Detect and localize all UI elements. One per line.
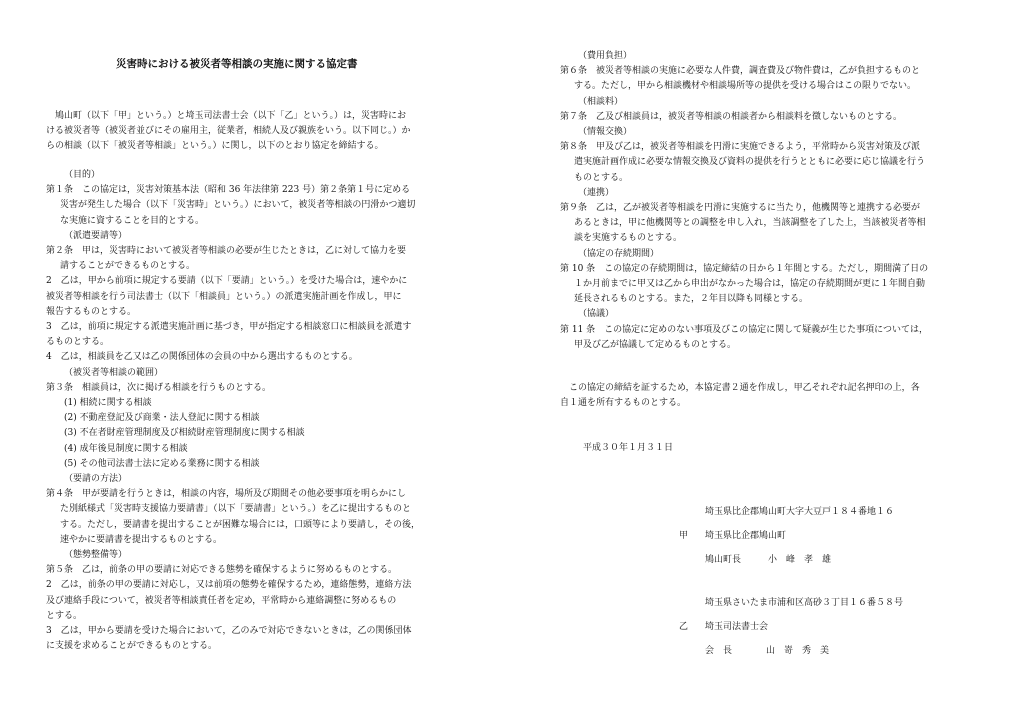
party-b-name: 山 嵜 秀 美 (766, 646, 830, 656)
right-column-articles (560, 49, 980, 353)
closing-line: 自１通を所有するものとする。 (560, 398, 687, 409)
article-line: 及び連絡手段について，被災者等相談責任者を定め，平常時から連絡調整に努めるもの (46, 595, 397, 606)
article-heading: （連携） (578, 187, 615, 198)
article-line: 第４条 甲が要請を行うときは，相談の内容，場所及び期間その他必要事項を明らかにし (46, 489, 407, 500)
closing-paragraph (560, 381, 980, 411)
document-title: 災害時における被災者等相談の実施に関する協定書 (116, 58, 358, 70)
article-line: 第６条 被災者等相談の実施に必要な人件費，調査費及び物件費は，乙が負担するものと (560, 66, 921, 77)
article-heading: （要請の方法） (64, 474, 128, 485)
intro-line: 鳩山町（以下「甲」という。）と埼玉司法書士会（以下「乙」という。）は，災害時にお (55, 111, 407, 121)
article-line: 速やかに要請書を提出するものとする。 (60, 534, 223, 545)
article-line: 災害が発生した場合（以下「災害時」という。）において，被災者等相談の円滑かつ適切 (60, 200, 416, 211)
article-heading: （派遣要請等） (64, 230, 128, 241)
article-line: 2 乙は，甲から前項に規定する要請（以下「要請」という。）を受けた場合は，速やかに (46, 276, 408, 287)
list-item: (4) 成年後見制度に関する相談 (64, 443, 188, 454)
article-line: 3 乙は，前項に規定する派遣実施計画に基づき，甲が指定する相談窓口に相談員を派遣す (46, 322, 412, 333)
article-line: 第 10 条 この協定の存続期間は，協定締結の日から１年間とする。ただし，期間満了日の (560, 263, 929, 274)
article-line: 遣実施計画作成に必要な情報交換及び資料の提供を行うとともに必要に応じ協議を行う (574, 157, 926, 168)
closing-line: この協定の締結を証するため，本協定書２通を作成し，甲乙それぞれ記名押印の上，各 (569, 383, 920, 393)
article-line: 第９条 乙は，乙が被災者等相談を円滑に実施するに当たり，他機関等と連携する必要が (560, 203, 921, 214)
article-line: ものとする。 (574, 172, 629, 183)
party-a-name: 小 峰 孝 雄 (768, 555, 832, 565)
list-item: (2) 不動産登記及び商業・法人登記に関する相談 (64, 413, 260, 424)
article-heading: （目的） (64, 170, 101, 180)
party-b-address: 埼玉県さいたま市浦和区高砂３丁目１６番５８号 (705, 598, 904, 608)
article-line: に支援を求めることができるものとする。 (46, 641, 218, 652)
article-line: 延長されるものとする。また，２年目以降も同様とする。 (574, 294, 809, 305)
article-line: 甲及び乙が協議して定めるものとする。 (574, 339, 737, 350)
article-line: 被災者等相談を行う司法書士（以下「相談員」という。）の派遣実施計画を作成し，甲に (46, 291, 402, 302)
article-line: 報告するものとする。 (46, 306, 137, 317)
party-b-title: 会 長 (705, 646, 733, 656)
article-line: あるときは，甲に他機関等との調整を申し入れ，当該調整を了した上，当該被災者等相 (574, 218, 926, 229)
article-line: 談を実施するものとする。 (574, 233, 683, 244)
article-line: 第１条 この協定は，災害対策基本法（昭和 36 年法律第 223 号）第２条第１号に定める (46, 185, 411, 196)
article-line: 請することができるものとする。 (60, 261, 196, 272)
article-heading: （情報交換） (578, 127, 633, 138)
article-line: た別紙様式「災害時支援協力要請書」（以下「要請書」という。）を乙に提出するものと (60, 504, 412, 515)
list-item: (1) 相続に関する相談 (64, 398, 152, 409)
article-line: 第５条 乙は，前条の甲の要請に対応できる態勢を確保するように努めるものとする。 (46, 565, 398, 576)
left-column-articles (46, 168, 466, 655)
article-line: 2 乙は，前条の甲の要請に対応し，又は前項の態勢を確保するため，連絡態勢，連絡方法 (46, 580, 412, 591)
article-line: とする。 (46, 610, 83, 621)
article-line: 第２条 甲は，災害時において被災者等相談の必要が生じたときは，乙に対して協力を要 (46, 246, 407, 257)
intro-line: ける被災者等（被災者並びにその雇用主，従業者，相続人及び親族をいう。以下同じ。）か (46, 126, 411, 137)
article-line: 4 乙は，相談員を乙又は乙の関係団体の会員の中から選出するものとする。 (46, 352, 358, 363)
article-heading: （協議） (578, 309, 615, 320)
article-line: な実施に資することを目的とする。 (60, 215, 205, 226)
article-line: する。ただし，甲から相談機材や相談場所等の提供を受ける場合はこの限りでない。 (574, 81, 917, 92)
article-heading: （相談料） (578, 96, 624, 107)
article-heading: （協定の存続期間） (578, 248, 660, 259)
article-line: 第７条 乙及び相談員は，被災者等相談の相談者から相談料を徴しないものとする。 (560, 111, 903, 122)
article-heading: （被災者等相談の範囲） (64, 367, 164, 378)
intro-paragraph (46, 109, 466, 155)
article-heading: （費用負担） (578, 51, 633, 61)
article-line: する。ただし，要請書を提出することが困難な場合には，口頭等により要請し，その後， (60, 519, 421, 530)
article-line: 第８条 甲及び乙は，被災者等相談を円滑に実施できるよう，平常時から災害対策及び派 (560, 142, 921, 153)
intro-line: らの相談（以下「被災者等相談」という。）に関し，以下のとおり協定を締結する。 (46, 141, 384, 152)
article-line: 第 11 条 この協定に定めのない事項及びこの協定に関して疑義が生じた事項については， (560, 324, 928, 335)
list-item: (5) その他司法書士法に定める業務に関する相談 (64, 458, 260, 469)
article-line: 3 乙は，甲から要請を受けた場合において，乙のみで対応できないときは，乙の関係団体 (46, 626, 412, 637)
party-a-address: 埼玉県比企郡鳩山町大字大豆戸１８４番地１６ (705, 507, 895, 517)
party-b-label: 乙 (679, 622, 689, 632)
article-line: るものとする。 (46, 337, 110, 348)
party-a-label: 甲 (679, 531, 689, 541)
list-item: (3) 不在者財産管理制度及び相続財産管理制度に関する相談 (64, 428, 305, 439)
party-a-org: 埼玉県比企郡鳩山町 (705, 531, 787, 541)
article-heading: （態勢整備等） (64, 550, 128, 561)
party-b-org: 埼玉司法書士会 (705, 622, 769, 632)
party-a-title: 鳩山町長 (705, 555, 742, 565)
article-line: １か月前までに甲又は乙から申出がなかった場合は，協定の存続期間が更に１年間自動 (574, 279, 926, 290)
agreement-date: 平成３０年１月３１日 (583, 443, 674, 453)
article-line: 第３条 相談員は，次に掲げる相談を行うものとする。 (46, 382, 272, 393)
